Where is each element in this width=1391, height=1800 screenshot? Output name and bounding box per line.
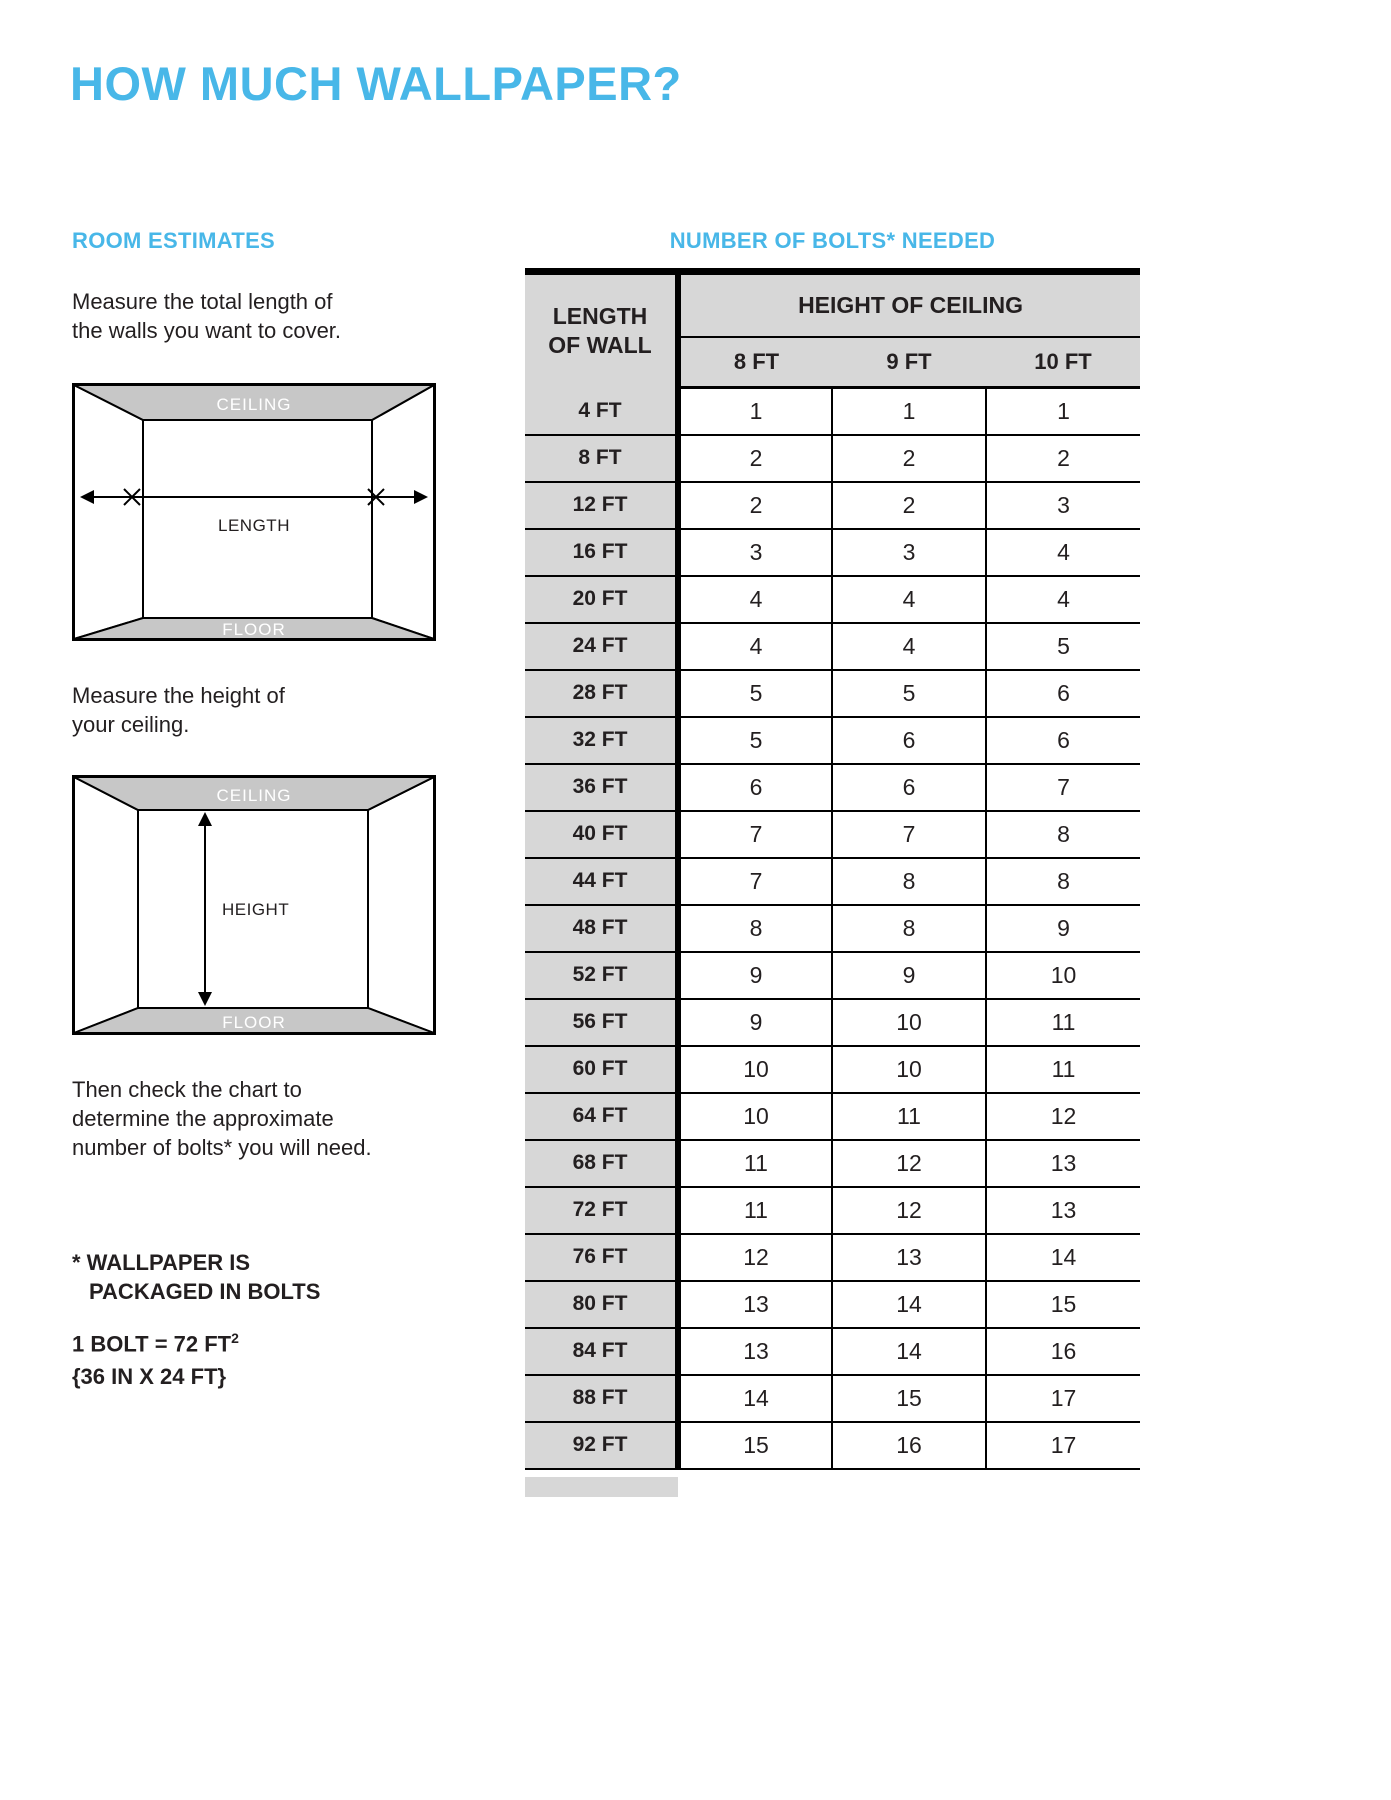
bolt-count-cell: 13 — [986, 1140, 1140, 1187]
instruction-measure-height — [72, 681, 285, 739]
header-line: OF WALL — [548, 332, 652, 359]
bolt-count-cell: 8 — [832, 858, 986, 905]
bolt-count-cell: 8 — [986, 811, 1140, 858]
floor-label: FLOOR — [222, 620, 286, 639]
bolt-count-cell: 15 — [832, 1375, 986, 1422]
bolt-count-cell: 5 — [832, 670, 986, 717]
column-header-10ft: 10 FT — [986, 337, 1140, 388]
bolt-count-cell: 4 — [986, 529, 1140, 576]
table-row — [525, 388, 1140, 435]
wall-length-cell: 12 FT — [525, 482, 678, 529]
page-title: HOW MUCH WALLPAPER? — [70, 57, 682, 110]
bolt-count-cell: 2 — [986, 435, 1140, 482]
bolt-table-body — [525, 388, 1140, 1469]
bolt-count-cell: 14 — [832, 1328, 986, 1375]
table-row — [525, 952, 1140, 999]
table-row — [525, 435, 1140, 482]
bolt-count-cell: 2 — [678, 482, 832, 529]
table-row — [525, 717, 1140, 764]
bolt-count-cell: 1 — [678, 388, 832, 435]
bolt-count-cell: 11 — [678, 1140, 832, 1187]
wall-length-cell: 48 FT — [525, 905, 678, 952]
bolt-count-cell: 13 — [832, 1234, 986, 1281]
wall-length-cell: 44 FT — [525, 858, 678, 905]
bolt-count-cell: 13 — [678, 1328, 832, 1375]
wall-length-cell: 36 FT — [525, 764, 678, 811]
bolt-count-cell: 2 — [678, 435, 832, 482]
room-height-diagram-svg — [72, 775, 436, 1035]
bolt-count-cell: 7 — [678, 858, 832, 905]
room-length-diagram — [72, 383, 436, 646]
bolt-count-cell: 9 — [678, 999, 832, 1046]
ceiling-label: CEILING — [216, 786, 292, 805]
bolts-table — [525, 268, 1140, 1470]
bolt-count-cell: 3 — [986, 482, 1140, 529]
bolt-count-cell: 14 — [832, 1281, 986, 1328]
bolt-definition — [72, 1322, 239, 1393]
bolt-count-cell: 7 — [832, 811, 986, 858]
wall-length-cell: 8 FT — [525, 435, 678, 482]
bolt-count-cell: 16 — [832, 1422, 986, 1469]
bolt-count-cell: 12 — [832, 1187, 986, 1234]
text-line: number of bolts* you will need. — [72, 1135, 372, 1160]
table-row — [525, 1422, 1140, 1469]
bolt-count-cell: 13 — [678, 1281, 832, 1328]
bolt-count-cell: 16 — [986, 1328, 1140, 1375]
bolt-count-cell: 2 — [832, 482, 986, 529]
bolt-count-cell: 1 — [832, 388, 986, 435]
table-header-row-top — [525, 272, 1140, 337]
bolt-count-cell: 4 — [986, 576, 1140, 623]
text-line: PACKAGED IN BOLTS — [89, 1279, 321, 1304]
bolt-count-cell: 5 — [678, 670, 832, 717]
bolt-count-cell: 2 — [832, 435, 986, 482]
bolt-count-cell: 14 — [678, 1375, 832, 1422]
bolt-count-cell: 13 — [986, 1187, 1140, 1234]
wall-length-cell: 28 FT — [525, 670, 678, 717]
bolt-count-cell: 9 — [678, 952, 832, 999]
length-of-wall-header — [525, 272, 678, 388]
bolt-count-cell: 11 — [678, 1187, 832, 1234]
wall-length-cell: 92 FT — [525, 1422, 678, 1469]
height-of-ceiling-header: HEIGHT OF CEILING — [678, 272, 1140, 337]
bolt-count-cell: 15 — [678, 1422, 832, 1469]
wall-length-cell: 60 FT — [525, 1046, 678, 1093]
bolts-needed-heading: NUMBER OF BOLTS* NEEDED — [669, 228, 996, 253]
bolt-count-cell: 17 — [986, 1375, 1140, 1422]
bolt-count-cell: 7 — [986, 764, 1140, 811]
room-estimates-heading: ROOM ESTIMATES — [72, 228, 276, 253]
table-row — [525, 670, 1140, 717]
bolts-footnote — [72, 1248, 320, 1306]
bolt-count-cell: 6 — [678, 764, 832, 811]
ceiling-label: CEILING — [216, 395, 292, 414]
text-line: Then check the chart to — [72, 1077, 302, 1102]
table-row — [525, 1375, 1140, 1422]
bolt-count-cell: 10 — [678, 1046, 832, 1093]
bolt-count-cell: 12 — [832, 1140, 986, 1187]
table-row — [525, 482, 1140, 529]
bolt-count-cell: 8 — [678, 905, 832, 952]
table-row — [525, 529, 1140, 576]
table-row — [525, 1328, 1140, 1375]
bolt-count-cell: 8 — [986, 858, 1140, 905]
bolt-count-cell: 6 — [832, 717, 986, 764]
bolt-count-cell: 11 — [986, 999, 1140, 1046]
right-wall — [368, 777, 434, 1033]
bolt-count-cell: 6 — [986, 717, 1140, 764]
bolt-count-cell: 9 — [986, 905, 1140, 952]
text-line: * WALLPAPER IS — [72, 1250, 251, 1275]
bolt-count-cell: 6 — [832, 764, 986, 811]
table-row — [525, 1140, 1140, 1187]
column-header-8ft: 8 FT — [678, 337, 832, 388]
header-line: LENGTH — [552, 303, 648, 330]
text-line: determine the approximate — [72, 1106, 334, 1131]
wall-length-cell: 88 FT — [525, 1375, 678, 1422]
wall-length-cell: 68 FT — [525, 1140, 678, 1187]
text-line: Measure the total length of — [72, 289, 333, 314]
bolt-count-cell: 11 — [986, 1046, 1140, 1093]
wall-length-cell: 20 FT — [525, 576, 678, 623]
wall-length-cell: 52 FT — [525, 952, 678, 999]
table-row — [525, 1281, 1140, 1328]
bolt-count-cell: 8 — [832, 905, 986, 952]
table-row — [525, 764, 1140, 811]
text-line: your ceiling. — [72, 712, 190, 737]
wall-length-cell: 80 FT — [525, 1281, 678, 1328]
right-wall — [372, 385, 434, 639]
table-row — [525, 1093, 1140, 1140]
bolt-count-cell: 6 — [986, 670, 1140, 717]
table-row — [525, 1187, 1140, 1234]
bolt-count-cell: 1 — [986, 388, 1140, 435]
bolt-count-cell: 14 — [986, 1234, 1140, 1281]
length-label: LENGTH — [218, 516, 290, 535]
table-row — [525, 1234, 1140, 1281]
table-row — [525, 623, 1140, 670]
bolt-count-cell: 10 — [832, 1046, 986, 1093]
table-row — [525, 999, 1140, 1046]
bolt-count-cell: 11 — [832, 1093, 986, 1140]
bolt-count-cell: 10 — [832, 999, 986, 1046]
table-row — [525, 905, 1140, 952]
bolt-dimensions: {36 IN X 24 FT} — [72, 1364, 227, 1390]
bolt-count-cell: 3 — [832, 529, 986, 576]
wall-length-cell: 72 FT — [525, 1187, 678, 1234]
bolt-count-cell: 12 — [986, 1093, 1140, 1140]
room-length-diagram-svg — [72, 383, 436, 641]
bolt-count-cell: 5 — [986, 623, 1140, 670]
bolt-equation-text: 1 BOLT = 72 FT — [72, 1331, 232, 1357]
wall-length-cell: 84 FT — [525, 1328, 678, 1375]
bolt-count-cell: 4 — [678, 576, 832, 623]
room-height-diagram — [72, 775, 436, 1040]
bolt-count-cell: 4 — [832, 576, 986, 623]
wall-length-cell: 64 FT — [525, 1093, 678, 1140]
bolts-table-container — [525, 268, 1140, 1470]
bolt-count-cell: 15 — [986, 1281, 1140, 1328]
wall-length-cell: 40 FT — [525, 811, 678, 858]
wall-length-cell: 32 FT — [525, 717, 678, 764]
instruction-check-chart — [72, 1075, 372, 1162]
height-label: HEIGHT — [222, 900, 290, 919]
bolt-equation — [72, 1322, 239, 1360]
bolt-count-cell: 5 — [678, 717, 832, 764]
text-line: Measure the height of — [72, 683, 285, 708]
table-label-column-stub — [525, 1477, 678, 1497]
left-wall — [74, 777, 138, 1033]
bolt-count-cell: 12 — [678, 1234, 832, 1281]
bolt-count-cell: 7 — [678, 811, 832, 858]
bolt-count-cell: 4 — [832, 623, 986, 670]
bolt-count-cell: 10 — [678, 1093, 832, 1140]
wall-length-cell: 56 FT — [525, 999, 678, 1046]
text-line: the walls you want to cover. — [72, 318, 342, 343]
bolt-count-cell: 10 — [986, 952, 1140, 999]
wall-length-cell: 4 FT — [525, 388, 678, 435]
bolt-count-cell: 4 — [678, 623, 832, 670]
bolt-equation-exponent: 2 — [231, 1330, 239, 1346]
column-header-9ft: 9 FT — [832, 337, 986, 388]
wall-length-cell: 24 FT — [525, 623, 678, 670]
table-row — [525, 1046, 1140, 1093]
bolt-count-cell: 9 — [832, 952, 986, 999]
table-row — [525, 576, 1140, 623]
bolt-count-cell: 3 — [678, 529, 832, 576]
table-row — [525, 811, 1140, 858]
wall-length-cell: 16 FT — [525, 529, 678, 576]
bolt-count-cell: 17 — [986, 1422, 1140, 1469]
table-row — [525, 858, 1140, 905]
instruction-measure-length — [72, 287, 341, 345]
floor-label: FLOOR — [222, 1013, 286, 1032]
left-wall — [74, 385, 143, 639]
wall-length-cell: 76 FT — [525, 1234, 678, 1281]
